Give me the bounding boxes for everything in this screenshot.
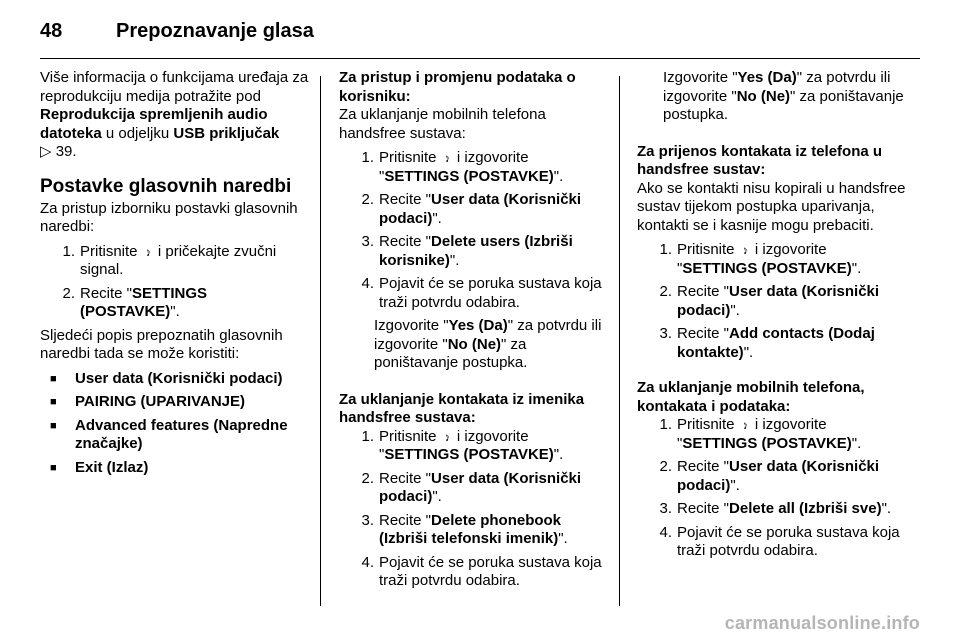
subheading: Za prijenos kontakata iz telefona u handsfree sustav: <box>637 142 883 178</box>
watermark: carmanualsonline.info <box>724 613 920 633</box>
list-item: 2. Recite "User data (Korisnički podaci)". <box>659 458 880 494</box>
column-divider-1 <box>320 76 321 606</box>
list-item: 2. Recite "User data (Korisnički podaci)". <box>361 469 582 505</box>
bullet-item: ■ PAIRING (UPARIVANJE) <box>50 393 246 410</box>
list-item: 1. Pritisnite ♪ i pričekajte zvučni signal. <box>62 242 277 278</box>
intro-paragraph: Više informacija o funkcijama uređaja za reprodukciju medija potražite pod Reprodukcija spremljenih audio datoteka u odjeljku USB priključak ▷ 39. <box>40 69 309 160</box>
subheading: Za uklanjanje mobilnih telefona, kontakata i podataka: <box>637 379 865 415</box>
section-heading: Postavke glasovnih naredbi <box>40 175 292 197</box>
list-item: 3. Recite "Delete all (Izbriši sve)". <box>659 500 892 517</box>
list-item: 4. Pojavit će se poruka sustava koja traži potvrdu odabira. <box>361 553 602 589</box>
list-item: 1. Pritisnite ♪ i izgovorite "SETTINGS (POSTAVKE)". <box>659 416 862 452</box>
column-right <box>637 69 912 566</box>
list-item: 3. Recite "Delete phonebook (Izbriši telefonski imenik)". <box>361 511 568 547</box>
list-item: 2. Recite "SETTINGS (POSTAVKE)". <box>62 284 208 320</box>
list-item: 3. Recite "Delete users (Izbriši korisnike)". <box>361 233 573 269</box>
voice-command-icon: ♪ <box>142 243 153 260</box>
list-intro: Sljedeći popis prepoznatih glasovnih naredbi tada se može koristiti: <box>40 326 283 362</box>
voice-command-icon: ♪ <box>739 242 750 258</box>
section-intro: Za pristup izborniku postavki glasovnih naredbi: <box>40 199 298 235</box>
list-item: 1. Pritisnite ♪ i izgovorite "SETTINGS (POSTAVKE)". <box>361 149 564 185</box>
confirm-note: Izgovorite "Yes (Da)" za potvrdu ili izgovorite "No (Ne)" za poništavanje postupka. <box>374 317 602 371</box>
ref-page: 39. <box>55 143 77 160</box>
confirm-note: Izgovorite "Yes (Da)" za potvrdu ili izgovorite "No (Ne)" za poništavanje postupka. <box>663 69 904 123</box>
subheading-intro: Za uklanjanje mobilnih telefona handsfree sustava: <box>339 106 546 142</box>
list-item: 2. Recite "User data (Korisnički podaci)". <box>659 283 880 319</box>
column-divider-2 <box>619 76 620 606</box>
subheading: Za pristup i promjenu podataka o korisniku: <box>339 69 576 105</box>
list-item: 2. Recite "User data (Korisnički podaci)". <box>361 191 582 227</box>
link-usb: USB priključak <box>173 124 280 142</box>
list-item: 1. Pritisnite ♪ i izgovorite "SETTINGS (POSTAVKE)". <box>361 427 564 463</box>
list-item: 3. Recite "Add contacts (Dodaj kontakte)". <box>659 325 875 361</box>
bullet-item: ■ User data (Korisnički podaci) <box>50 369 283 387</box>
subheading: Za uklanjanje kontakata iz imenika handsfree sustava: <box>339 390 585 426</box>
list-item: 1. Pritisnite ♪ i izgovorite "SETTINGS (POSTAVKE)". <box>659 241 862 277</box>
link-reproduction: Reprodukcija spremljenih audio datoteka <box>40 106 268 142</box>
page-title: Prepoznavanje glasa <box>116 20 314 42</box>
voice-command-icon: ♪ <box>441 150 452 166</box>
bullet-item: ■ Advanced features (Napredne značajke) <box>50 416 288 452</box>
subheading-intro: Ako se kontakti nisu kopirali u handsfree sustav tijekom postupka uparivanja, kontakti se i kasnije mogu prebaciti. <box>637 179 906 234</box>
column-middle <box>339 69 607 596</box>
column-left <box>40 69 310 482</box>
list-item: 4. Pojavit će se poruka sustava koja traži potvrdu odabira. <box>361 275 602 311</box>
bullet-item: ■ Exit (Izlaz) <box>50 458 149 476</box>
header-divider <box>40 58 920 59</box>
page-number: 48 <box>40 20 63 42</box>
voice-command-icon: ♪ <box>441 428 452 445</box>
list-item: 4. Pojavit će se poruka sustava koja traži potvrdu odabira. <box>659 523 900 559</box>
voice-command-icon: ♪ <box>739 417 750 433</box>
arrow-ref-icon: ▷ <box>40 143 52 160</box>
